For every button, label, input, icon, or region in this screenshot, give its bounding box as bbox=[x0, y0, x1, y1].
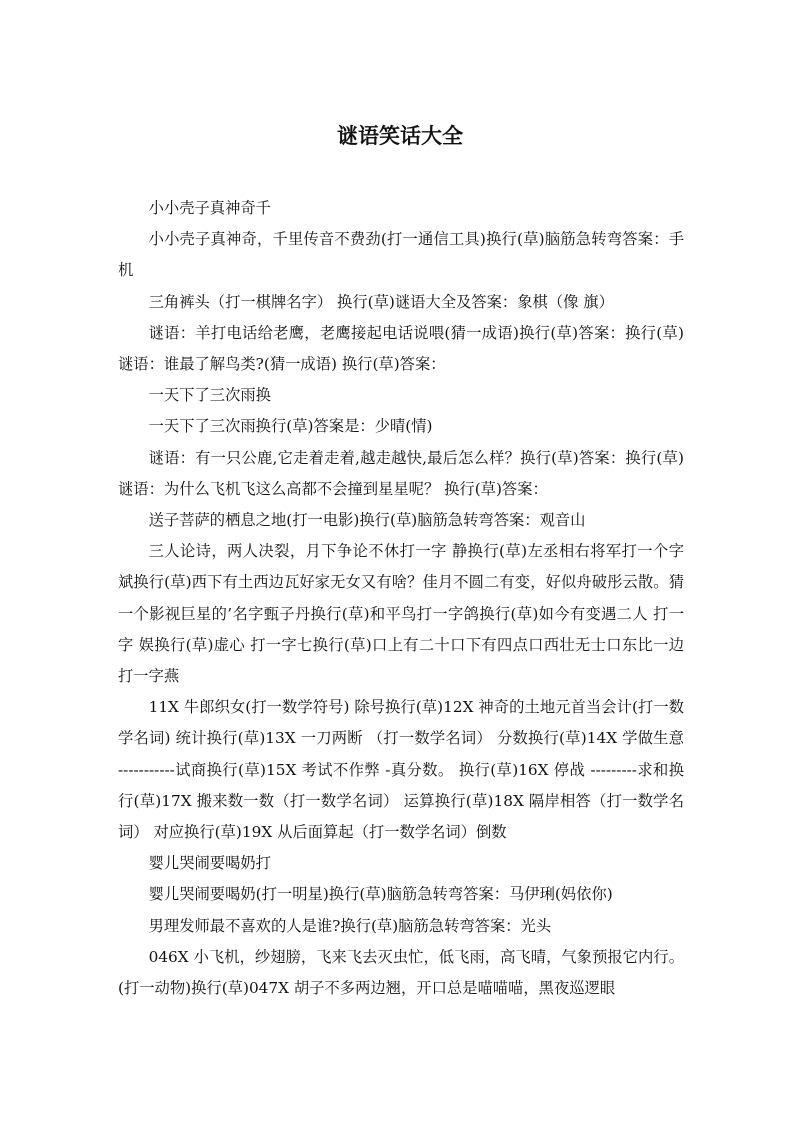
paragraph: 谜语：羊打电话给老鹰，老鹰接起电话说喂(猜一成语)换行(草)答案：换行(草)谜语：谁最了解鸟类?(猜一成语) 换行(草)答案： bbox=[118, 323, 684, 374]
paragraph: 一天下了三次雨换 bbox=[148, 386, 271, 405]
paragraph: 谜语：有一只公鹿,它走着走着,越走越快,最后怎么样？换行(草)答案：换行(草)谜语：为什么飞机飞这么高都不会撞到星星呢？ 换行(草)答案： bbox=[118, 448, 684, 498]
paragraph: 男理发师最不喜欢的人是谁?换行(草)脑筋急转弯答案：光头 bbox=[148, 916, 552, 935]
paragraph: 三角裤头（打一棋牌名字） 换行(草)谜语大全及答案：象棋（像 旗） bbox=[148, 292, 614, 311]
paragraph: 送子菩萨的栖息之地(打一电影)换行(草)脑筋急转弯答案：观音山 bbox=[148, 511, 586, 530]
document-title: 谜语笑话大全 bbox=[337, 124, 463, 148]
document-body bbox=[118, 193, 689, 1004]
paragraph: 一天下了三次雨换行(草)答案是：少晴(情) bbox=[148, 417, 433, 436]
paragraph: 小小壳子真神奇千 bbox=[148, 199, 271, 217]
paragraph: 三人论诗，两人决裂，月下争论不休打一字 静换行(草)左丞相右将军打一个字斌换行(草)西下有土西边瓦好家无女又有啥？佳月不圆二有变，好似舟破彤云散。猜一个影视巨星的’名字甄子丹换行(草)和平鸟打一字鸽换行(草)如今有变遇二人 打一字 娱换行(草)虚心 打一字七换行(草)口上有二十口下有四点口西壮无士口东比一边打一字燕 bbox=[118, 542, 684, 686]
paragraph: 婴儿哭闹要喝奶(打一明星)换行(草)脑筋急转弯答案：马伊琍(妈依你) bbox=[148, 885, 613, 904]
paragraph: 小小壳子真神奇，千里传音不费劲(打一通信工具)换行(草)脑筋急转弯答案：手机 bbox=[118, 230, 684, 280]
paragraph: 046X 小飞机，纱翅膀，飞来飞去灭虫忙，低飞雨，高飞晴，气象预报它内行。(打一动物)换行(草)047X 胡子不多两边翘，开口总是喵喵喵，黑夜巡逻眼 bbox=[118, 947, 684, 998]
paragraph: 婴儿哭闹要喝奶打 bbox=[148, 854, 271, 873]
paragraph: 11X 牛郎织女(打一数学符号) 除号换行(草)12X 神奇的土地元首当会计(打一数学名词) 统计换行(草)13X 一刀两断 （打一数学名词） 分数换行(草)14X 学做生意 -----------试商换行(草)15X 考试不作弊 -真分数。 换行(草)16X 停战 ---------求和换行(草)17X 搬来数一数（打一数学名词） 运算换行(草)18X 隔岸相答（打一数学名词） 对应换行(草)19X 从后面算起（打一数学名词）倒数 bbox=[118, 698, 689, 842]
